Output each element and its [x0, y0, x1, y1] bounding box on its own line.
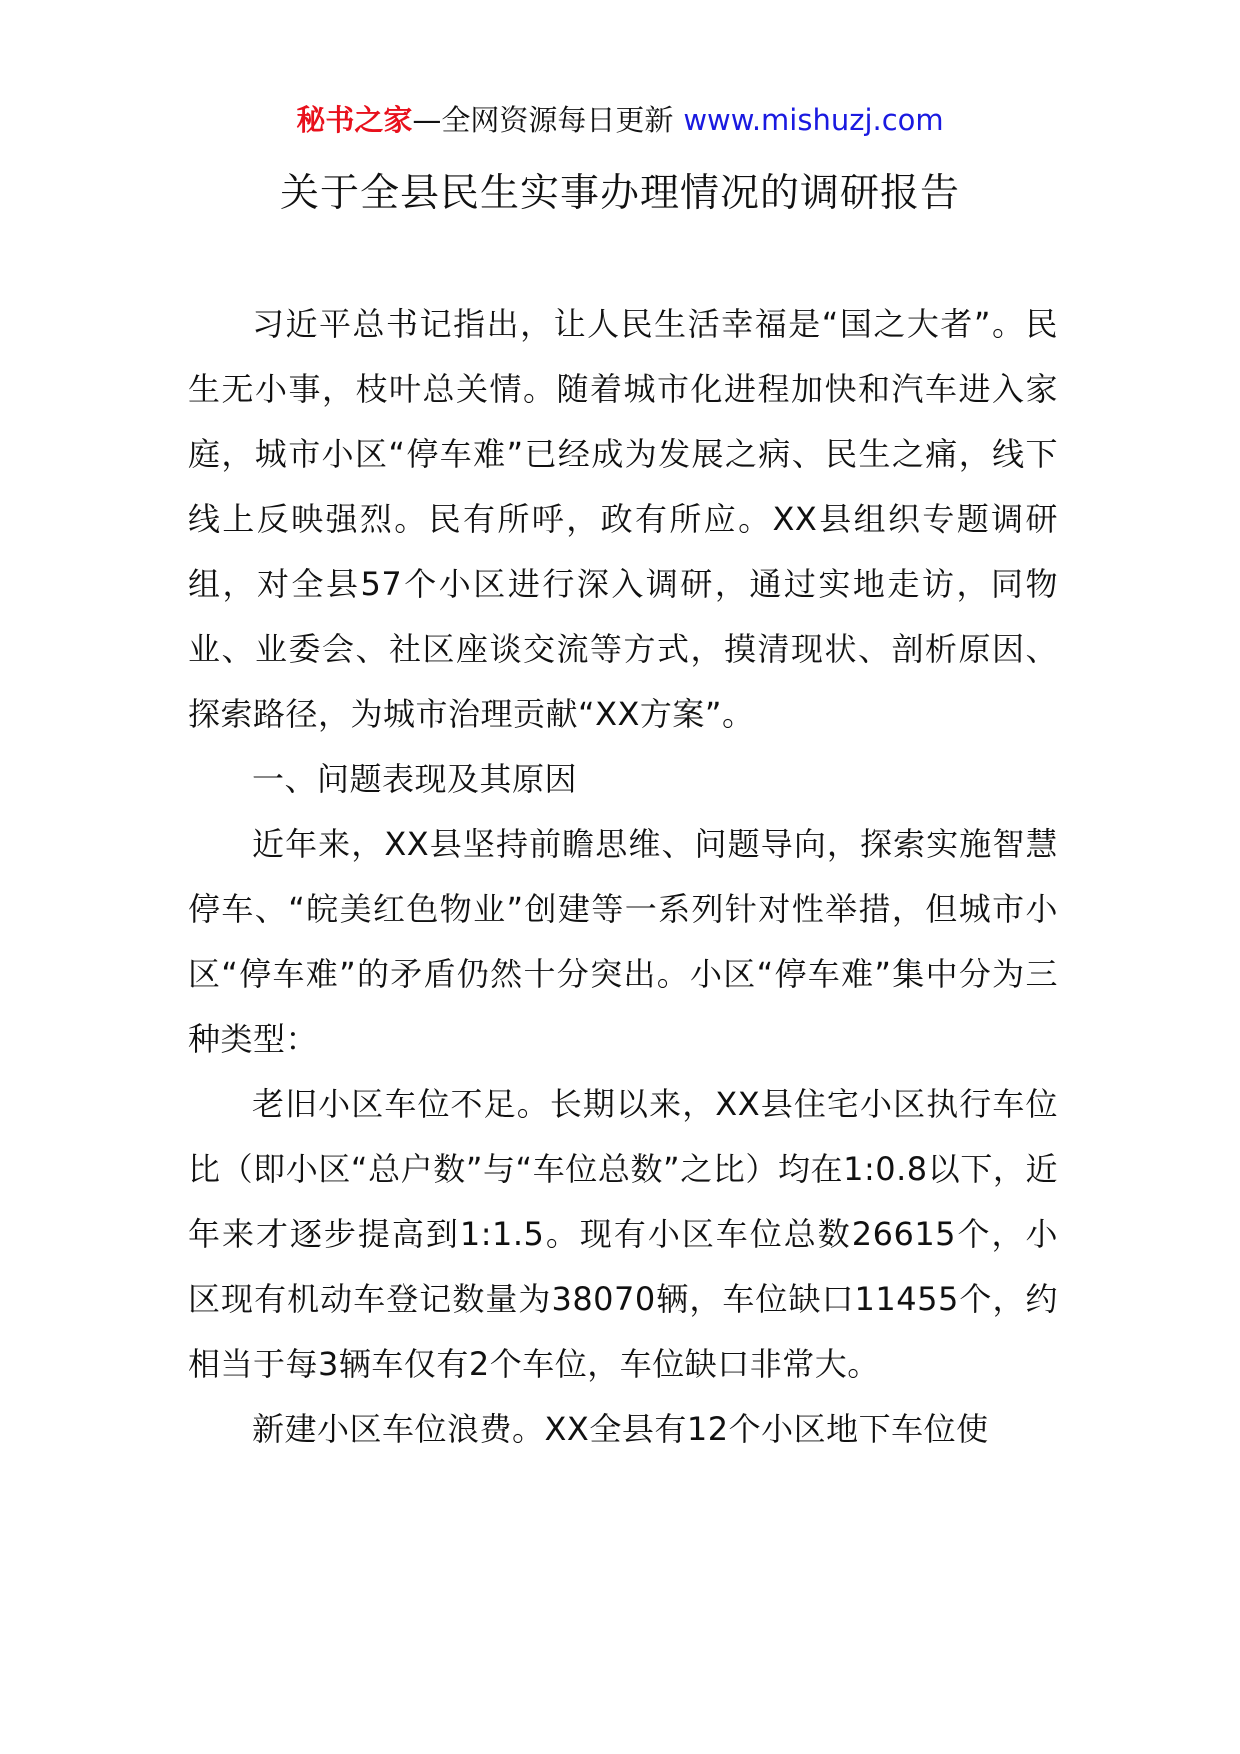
- body-paragraph: 老旧小区车位不足。长期以来，XX县住宅小区执行车位比（即小区“总户数”与“车位总数”之比）均在1:0.8以下，近年来才逐步提高到1:1.5。现有小区车位总数26615个，小区现有机动车登记数量为38070辆，车位缺口11455个，约相当于每3辆车仅有2个车位，车位缺口非常大。: [188, 1085, 1058, 1383]
- body-paragraph: 近年来，XX县坚持前瞻思维、问题导向，探索实施智慧停车、“皖美红色物业”创建等一系列针对性举措，但城市小区“停车难”的矛盾仍然十分突出。小区“停车难”集中分为三种类型：: [188, 825, 1058, 1058]
- site-url-link[interactable]: www.mishuzj.com: [683, 103, 944, 137]
- site-header: [0, 100, 1240, 140]
- section-heading: 一、问题表现及其原因: [252, 760, 578, 798]
- document-body: [188, 292, 1058, 1462]
- body-paragraph: 新建小区车位浪费。XX全县有12个小区地下车位使: [252, 1410, 989, 1448]
- site-tagline: —全网资源每日更新: [412, 103, 674, 137]
- document-title: 关于全县民生实事办理情况的调研报告: [279, 171, 960, 216]
- site-brand: 秘书之家: [296, 103, 413, 137]
- intro-paragraph: 习近平总书记指出，让人民生活幸福是“国之大者”。民生无小事，枝叶总关情。随着城市化进程加快和汽车进入家庭，城市小区“停车难”已经成为发展之病、民生之痛，线下线上反映强烈。民有所呼，政有所应。XX县组织专题调研组，对全县57个小区进行深入调研，通过实地走访，同物业、业委会、社区座谈交流等方式，摸清现状、剖析原因、探索路径，为城市治理贡献“XX方案”。: [188, 305, 1058, 733]
